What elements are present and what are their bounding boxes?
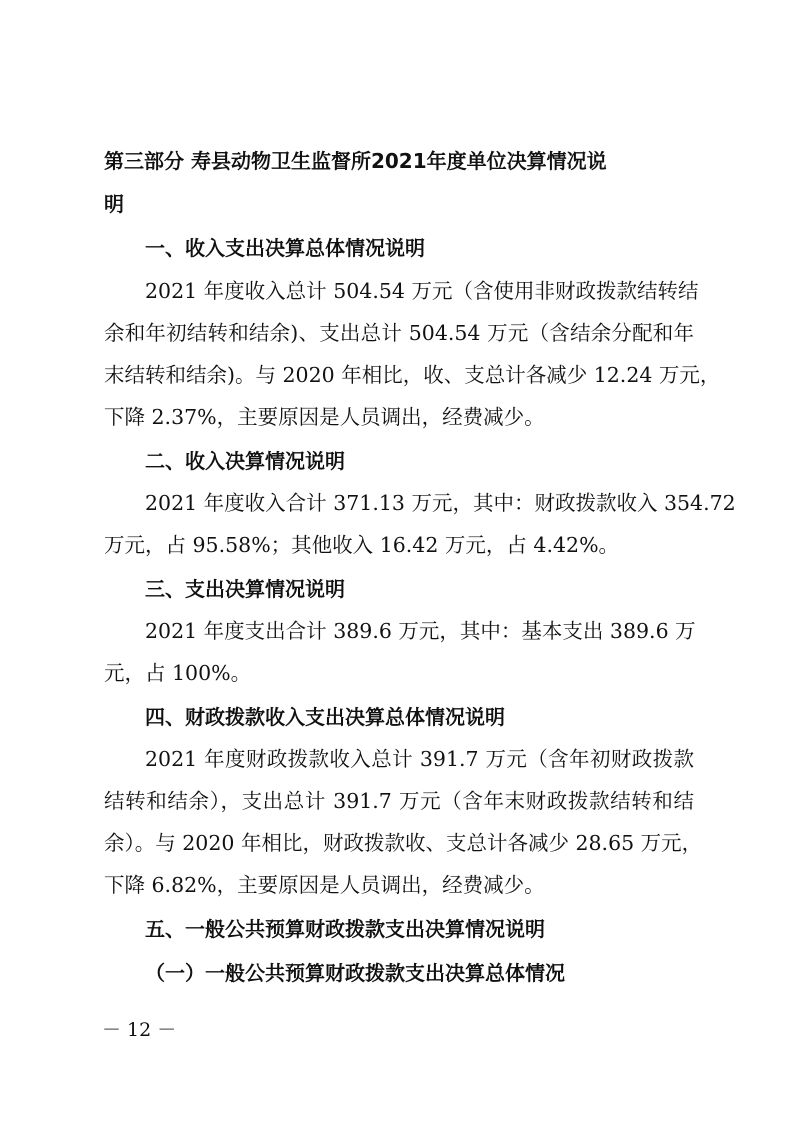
paragraph-line: 万元，占 95.58%；其他收入 16.42 万元，占 4.42%。 [104,533,620,557]
section-heading-5: 五、一般公共预算财政拨款支出决算情况说明 [145,917,545,941]
section-heading-1: 一、收入支出决算总体情况说明 [145,236,425,260]
page-title-continuation: 明 [104,192,124,216]
paragraph-line: 余和年初结转和结余)、支出总计 504.54 万元（含结余分配和年 [104,321,694,345]
paragraph-line: 下降 6.82%，主要原因是人员调出，经费减少。 [104,873,545,897]
section-heading-4: 四、财政拨款收入支出决算总体情况说明 [145,705,505,729]
paragraph-line: 余）。与 2020 年相比，财政拨款收、支总计各减少 28.65 万元， [104,831,703,855]
subsection-heading: （一）一般公共预算财政拨款支出决算总体情况 [145,961,565,985]
paragraph-line: 2021 年度收入合计 371.13 万元，其中：财政拨款收入 354.72 [145,491,736,515]
page-number: － 12 － [102,1019,177,1041]
page-title: 第三部分 寿县动物卫生监督所2021年度单位决算情况说 [104,149,607,173]
paragraph-line: 2021 年度支出合计 389.6 万元，其中：基本支出 389.6 万 [145,619,696,643]
paragraph-line: 下降 2.37%，主要原因是人员调出，经费减少。 [104,405,545,429]
paragraph-line: 2021 年度收入总计 504.54 万元（含使用非财政拨款结转结 [145,279,699,303]
section-heading-3: 三、支出决算情况说明 [145,577,345,601]
paragraph-line: 2021 年度财政拨款收入总计 391.7 万元（含年初财政拨款 [145,747,694,771]
paragraph-line: 元，占 100%。 [104,661,252,685]
paragraph-line: 末结转和结余)。与 2020 年相比，收、支总计各减少 12.24 万元， [104,363,721,387]
section-heading-2: 二、收入决算情况说明 [145,449,345,473]
paragraph-line: 结转和结余），支出总计 391.7 万元（含年末财政拨款结转和结 [104,789,694,813]
